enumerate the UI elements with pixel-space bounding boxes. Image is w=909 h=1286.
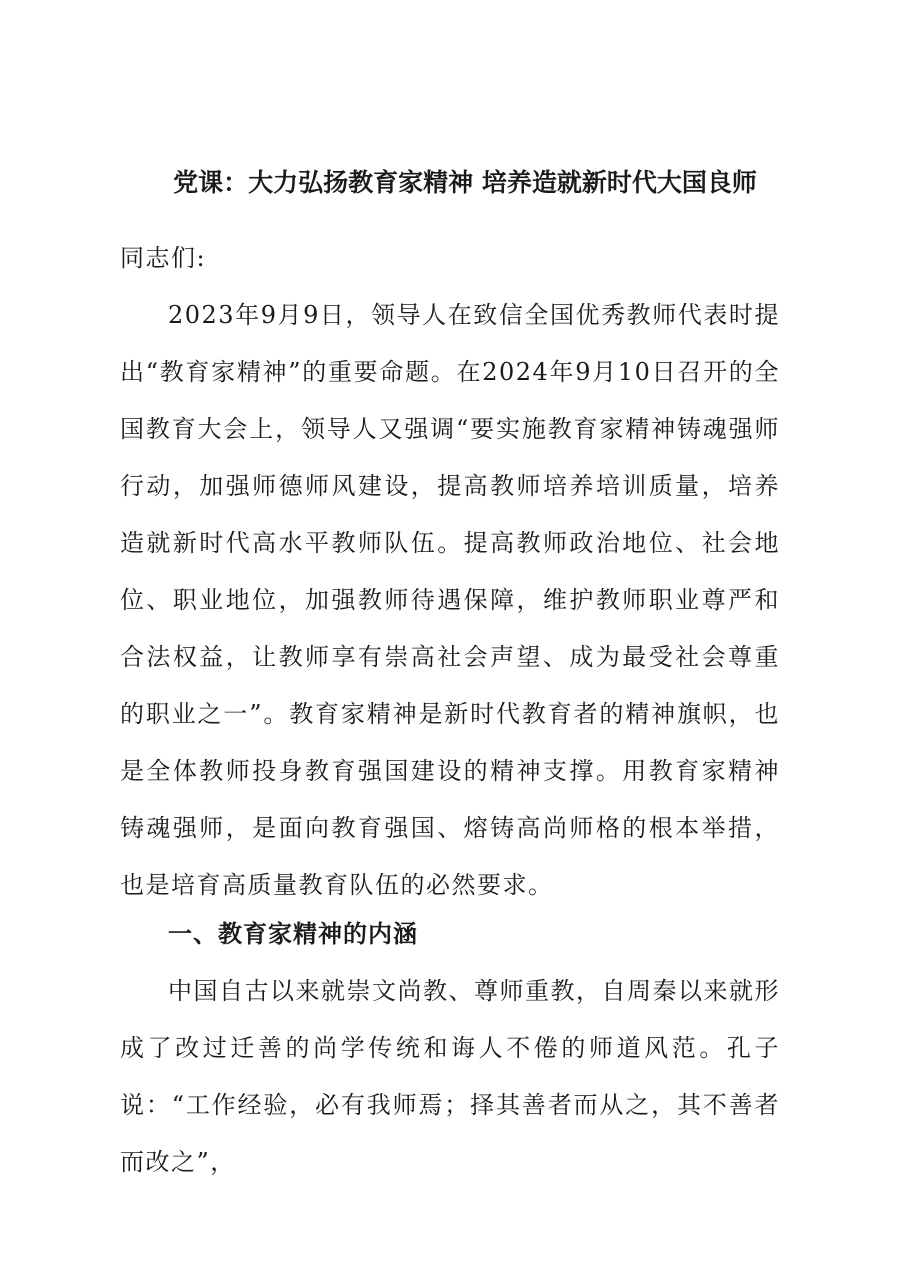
paragraph-2: 中国自古以来就崇文尚教、尊师重教，自周秦以来就形成了改过迁善的尚学传统和诲人不倦的师道风范。孔子说：“工作经验，必有我师焉；择其善者而从之，其不善者而改之”， xyxy=(120,977,780,1176)
salutation: 同志们: xyxy=(120,244,207,272)
document-title: 党课：大力弘扬教育家精神 培养造就新时代大国良师 xyxy=(173,168,757,197)
paragraph-1: 2023年9月9日，领导人在致信全国优秀教师代表时提出“教育家精神”的重要命题。在2024年9月10日召开的全国教育大会上，领导人又强调“要实施教育家精神铸魂强师行动，加强师德师风建设，提高教师培养培训质量，培养造就新时代高水平教师队伍。提高教师政治地位、社会地位、职业地位，加强教师待遇保障，维护教师职业尊严和合法权益，让教师享有崇高社会声望、成为最受社会尊重的职业之一”。教育家精神是新时代教育者的精神旗帜，也是全体教师投身教育强国建设的精神支撑。用教育家精神铸魂强师，是面向教育强国、熔铸高尚师格的根本举措，也是培育高质量教育队伍的必然要求。 xyxy=(120,301,780,899)
section-heading-1: 一、教育家精神的内涵 xyxy=(168,920,418,948)
